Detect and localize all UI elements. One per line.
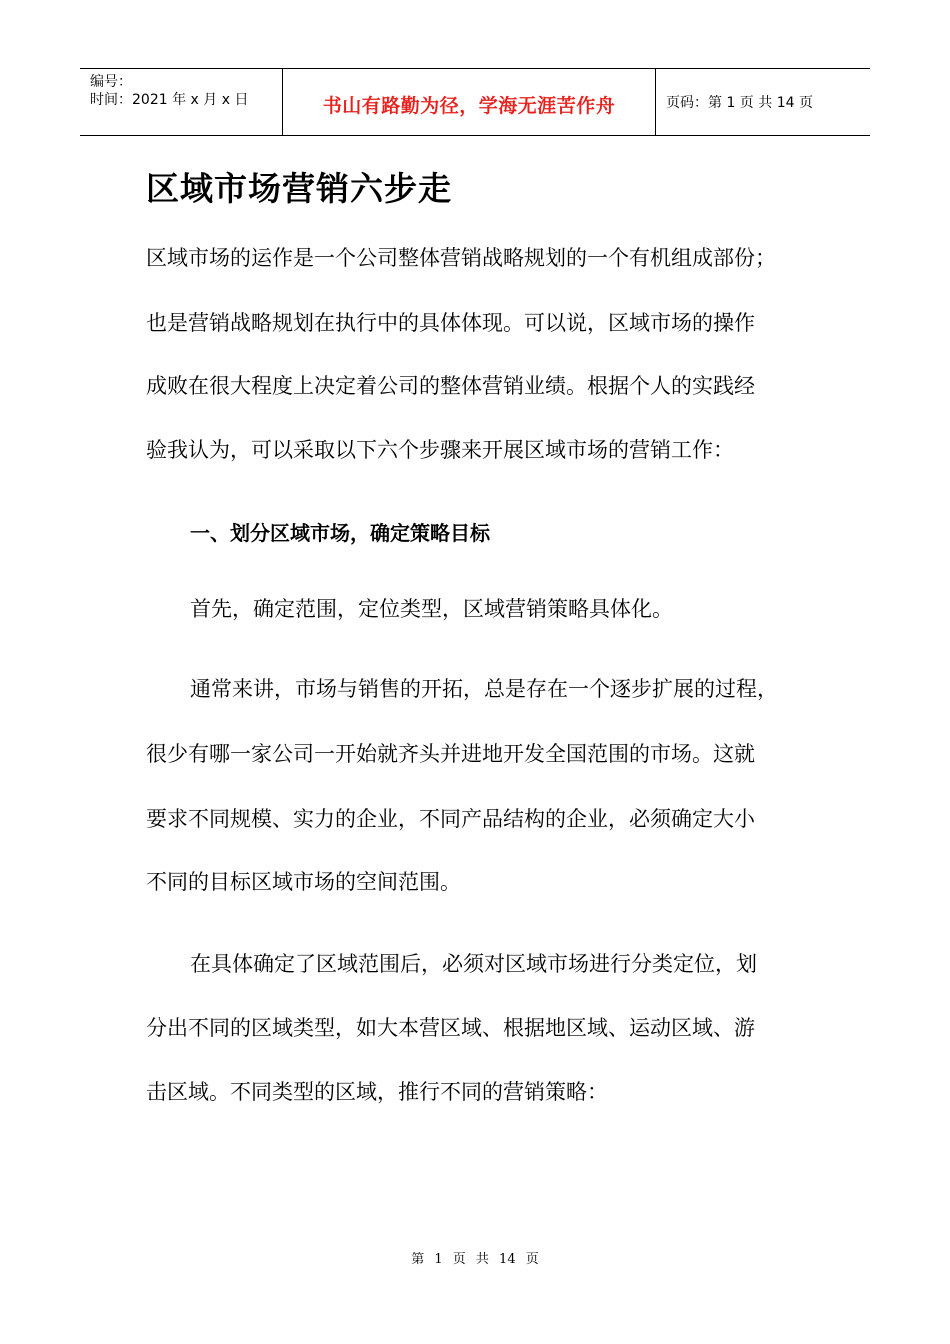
paragraph-line: 要求不同规模、实力的企业，不同产品结构的企业，必须确定大小: [146, 807, 755, 831]
intro-line: 验我认为，可以采取以下六个步骤来开展区域市场的营销工作：: [146, 438, 734, 462]
document-title: 区域市场营销六步走: [146, 169, 452, 208]
header-number-label: 编号：: [90, 74, 132, 90]
header-motto: 书山有路勤为径，学海无涯苦作舟: [322, 94, 616, 117]
paragraph-line: 首先，确定范围，定位类型，区域营销策略具体化。: [190, 597, 673, 621]
header-meta: [80, 69, 282, 135]
section-heading: 一、划分区域市场，确定策略目标: [190, 521, 490, 545]
header-page-info: 页码：第 1 页 共 14 页: [666, 95, 813, 111]
intro-line: 成败在很大程度上决定着公司的整体营销业绩。根据个人的实践经: [146, 374, 755, 398]
paragraph-line: 很少有哪一家公司一开始就齐头并进地开发全国范围的市场。这就: [146, 742, 755, 766]
intro-line: 区域市场的运作是一个公司整体营销战略规划的一个有机组成部份；: [146, 246, 776, 270]
page-footer: 第 1 页 共 14 页: [411, 1252, 539, 1267]
paragraph-line: 在具体确定了区域范围后，必须对区域市场进行分类定位，划: [190, 952, 757, 976]
document-header: [80, 68, 870, 136]
header-page-cell: [656, 69, 870, 135]
paragraph-line: 通常来讲，市场与销售的开拓，总是存在一个逐步扩展的过程，: [190, 677, 778, 701]
paragraph-line: 不同的目标区域市场的空间范围。: [146, 870, 461, 894]
paragraph-line: 分出不同的区域类型，如大本营区域、根据地区域、运动区域、游: [146, 1016, 755, 1040]
intro-line: 也是营销战略规划在执行中的具体体现。可以说，区域市场的操作: [146, 311, 755, 335]
paragraph-line: 击区域。不同类型的区域，推行不同的营销策略：: [146, 1080, 608, 1104]
header-date: 时间：2021 年 x 月 x 日: [90, 92, 249, 108]
header-motto-cell: [282, 69, 656, 135]
